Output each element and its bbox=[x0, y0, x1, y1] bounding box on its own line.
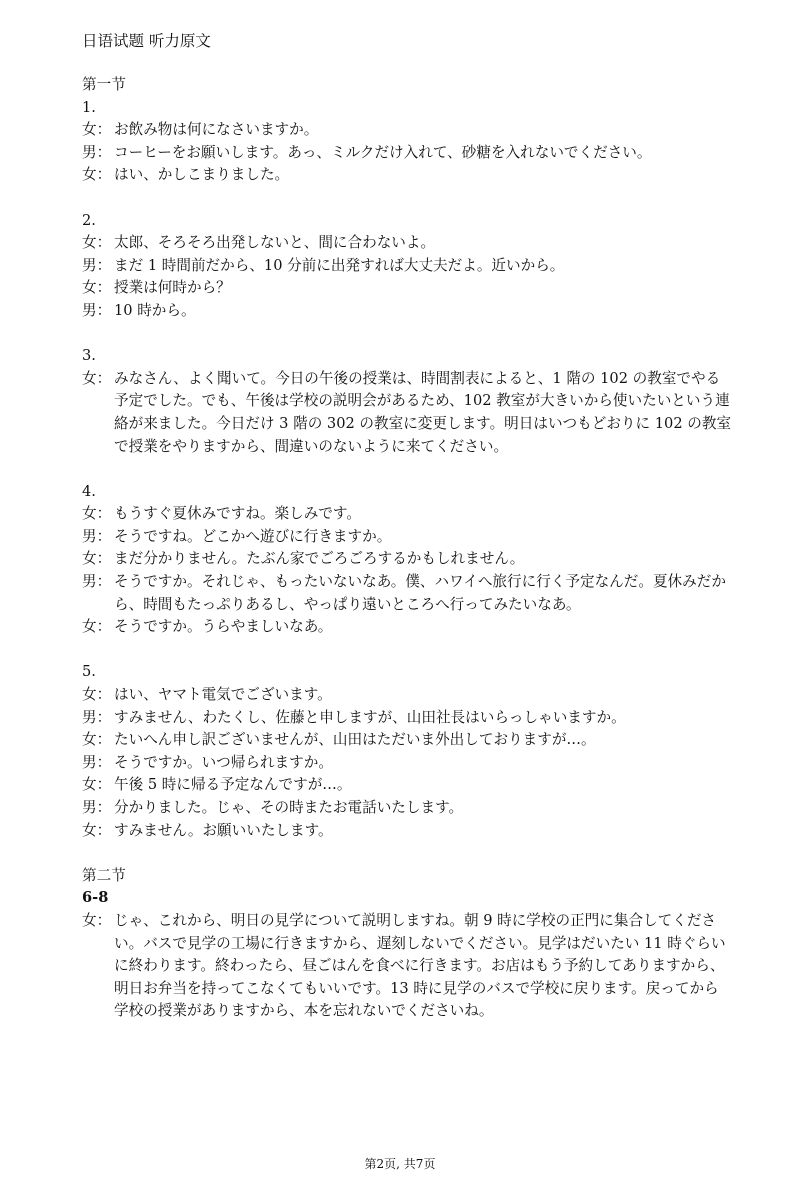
speaker-label: 女： bbox=[82, 505, 112, 523]
speaker-label: 女： bbox=[82, 686, 112, 704]
dialogue-line bbox=[82, 142, 732, 165]
dialogue-line bbox=[82, 548, 732, 571]
speaker-label: 男： bbox=[82, 527, 112, 545]
speaker-label: 女： bbox=[82, 279, 112, 297]
utterance-text: はい、ヤマト電気でございます。 bbox=[114, 686, 332, 704]
utterance-text: 太郎、そろそろ出発しないと、間に合わないよ。 bbox=[114, 234, 436, 252]
section-gap bbox=[82, 842, 732, 865]
utterance-text: コーヒーをお願いします。あっ、ミルクだけ入れて、砂糖を入れないでください。 bbox=[114, 143, 652, 161]
speaker-label: 女： bbox=[82, 821, 112, 839]
utterance-text: まだ 1 時間前だから、10 分前に出発すれば大丈夫だよ。近いから。 bbox=[114, 256, 565, 274]
utterance-text: まだ分かりません。たぶん家でごろごろするかもしれません。 bbox=[114, 550, 525, 568]
speaker-label: 女： bbox=[82, 234, 112, 252]
dialogue-line bbox=[82, 616, 732, 639]
dialogue-line bbox=[82, 684, 732, 707]
dialogue-line bbox=[82, 232, 732, 255]
utterance-text: すみません。お願いいたします。 bbox=[114, 821, 333, 839]
speaker-label: 女： bbox=[82, 776, 112, 794]
dialogue-line bbox=[82, 729, 732, 752]
page-footer: 第2页, 共7页 bbox=[364, 1157, 436, 1171]
dialogue-line bbox=[82, 910, 732, 1023]
speaker-label: 女： bbox=[82, 911, 112, 929]
dialogue-line bbox=[82, 255, 732, 278]
dialogue-line bbox=[82, 119, 732, 142]
speaker-label: 男： bbox=[82, 799, 112, 816]
question-number: 3. bbox=[82, 347, 96, 365]
section-body bbox=[82, 887, 732, 1023]
question-number: 6-8 bbox=[82, 889, 109, 907]
utterance-text: そうですか。いつ帰られますか。 bbox=[114, 753, 333, 771]
speaker-label: 男： bbox=[82, 708, 112, 726]
dialogue-line bbox=[82, 752, 732, 775]
speaker-label: 女： bbox=[82, 166, 112, 184]
dialogue-line bbox=[82, 797, 732, 820]
utterance-text: そうですか。それじゃ、もったいないなあ。僕、ハワイへ旅行に行く予定なんだ。夏休みだから、時間もたっぷりあるし、やっぱり遠いところへ行ってみたいなあ。 bbox=[114, 573, 726, 613]
utterance-text: 午後 5 時に帰る予定なんですが…。 bbox=[114, 776, 352, 794]
speaker-label: 男： bbox=[82, 143, 112, 161]
question-gap bbox=[82, 458, 732, 481]
section-title: 第二节 bbox=[82, 866, 126, 884]
question-gap bbox=[82, 639, 732, 662]
dialogue-line bbox=[82, 571, 732, 616]
utterance-text: 授業は何時から？ bbox=[114, 279, 231, 297]
speaker-label: 男： bbox=[82, 753, 112, 771]
speaker-label: 男： bbox=[82, 301, 112, 319]
utterance-text: たいへん申し訳ございませんが、山田はただいま外出しておりますが…。 bbox=[114, 731, 596, 749]
utterance-text: もうすぐ夏休みですね。楽しみです。 bbox=[114, 505, 361, 523]
section-body bbox=[82, 97, 732, 843]
dialogue-line bbox=[82, 368, 732, 458]
dialogue-line bbox=[82, 526, 732, 549]
utterance-text: 10 時から。 bbox=[114, 301, 196, 319]
utterance-text: そうですね。どこかへ遊びに行きますか。 bbox=[114, 527, 392, 545]
utterance-text: はい、かしこまりました。 bbox=[114, 166, 290, 184]
utterance-text: みなさん、よく聞いて。今日の午後の授業は、時間割表によると、1 階の 102 の教室でやる予定でした。でも、午後は学校の説明会があるため、102 教室が大きいから使いたいという連絡が来ました。今日だけ 3 階の 302 の教室に変更します。明日はいつもどおりに 102 の教室で授業をやりますから、間違いのないように来てください。 bbox=[114, 369, 732, 455]
utterance-text: そうですか。うらやましいなあ。 bbox=[114, 618, 333, 636]
speaker-label: 女： bbox=[82, 731, 112, 749]
dialogue-line bbox=[82, 277, 732, 300]
speaker-label: 女： bbox=[82, 550, 112, 568]
dialogue-line bbox=[82, 164, 732, 187]
question-number: 4. bbox=[82, 482, 96, 500]
speaker-label: 男： bbox=[82, 256, 112, 274]
utterance-text: お飲み物は何になさいますか。 bbox=[114, 121, 319, 139]
question-number: 2. bbox=[82, 211, 96, 229]
section-title: 第一节 bbox=[82, 76, 126, 93]
utterance-text: 分かりました。じゃ、その時またお電話いたします。 bbox=[114, 799, 464, 816]
question-gap bbox=[82, 187, 732, 210]
speaker-label: 男： bbox=[82, 573, 112, 591]
dialogue-line bbox=[82, 820, 732, 843]
dialogue-line bbox=[82, 707, 732, 730]
question-number: 1. bbox=[82, 98, 96, 116]
question-gap bbox=[82, 323, 732, 346]
utterance-text: じゃ、これから、明日の見学について説明しますね。朝 9 時に学校の正門に集合してください。バスで見学の工場に行きますから、遅刻しないでください。見学はだいたい 11 時ぐらいに終わります。終わったら、昼ごはんを食べに行きます。お店はもう予約してありますから、明日お弁当を持ってこなくてもいいです。13 時に見学のバスで学校に戻ります。戻ってから学校の授業がありますから、本を忘れないでくださいね。 bbox=[114, 911, 726, 1020]
dialogue-line bbox=[82, 503, 732, 526]
utterance-text: すみません、わたくし、佐藤と申しますが、山田社長はいらっしゃいますか。 bbox=[114, 708, 626, 726]
speaker-label: 女： bbox=[82, 618, 112, 636]
speaker-label: 女： bbox=[82, 369, 112, 387]
speaker-label: 女： bbox=[82, 121, 112, 139]
dialogue-line bbox=[82, 300, 732, 323]
transcript-content bbox=[82, 74, 732, 1023]
question-number: 5. bbox=[82, 663, 96, 681]
document-title: 日语试题 听力原文 bbox=[82, 32, 211, 50]
dialogue-line bbox=[82, 774, 732, 797]
